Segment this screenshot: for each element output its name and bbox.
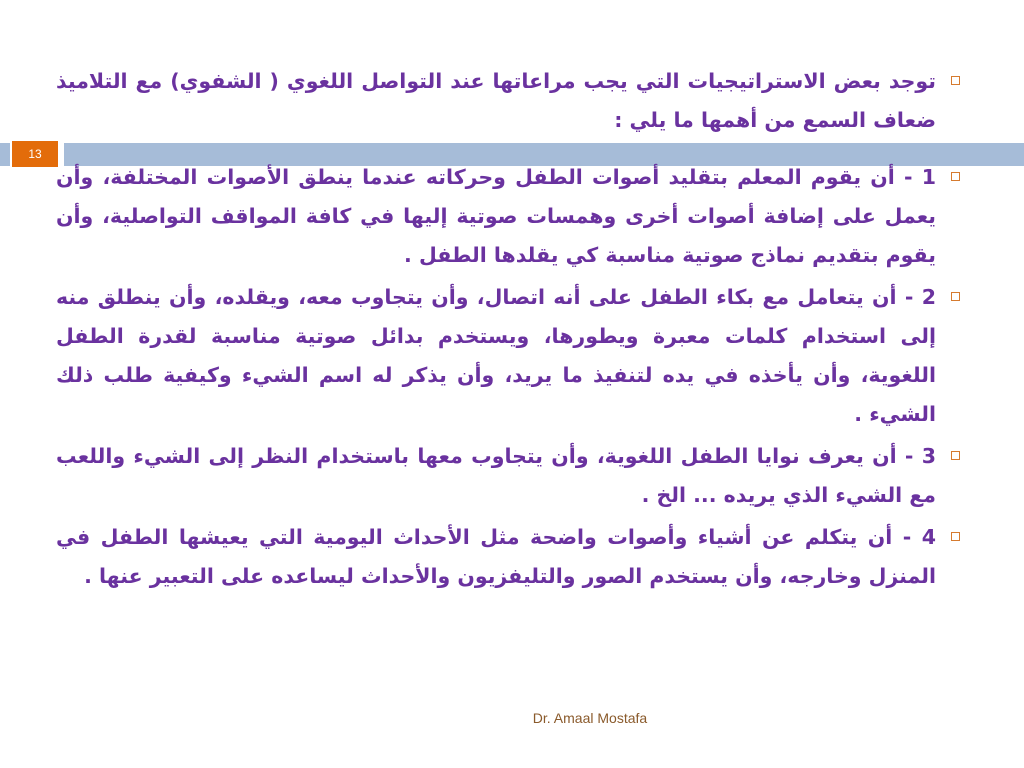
bullet-text: 3 - أن يعرف نوايا الطفل اللغوية، وأن يتجاوب معها باستخدام النظر إلى الشيء واللعب مع الشيء الذي يريده ... الخ . xyxy=(56,444,936,507)
bullet-strategy-2 xyxy=(56,278,938,434)
bullet-strategy-1 xyxy=(56,158,938,275)
square-bullet-icon xyxy=(951,292,960,301)
bullet-text: 4 - أن يتكلم عن أشياء وأصوات واضحة مثل الأحداث اليومية التي يعيشها الطفل في المنزل وخارجه، وأن يستخدم الصور والتليفزيون والأحداث ليساعده على التعبير عنها . xyxy=(56,525,936,588)
bullet-strategy-3 xyxy=(56,437,938,515)
square-bullet-icon xyxy=(951,451,960,460)
bullet-strategy-4 xyxy=(56,518,938,596)
bullet-text: 2 - أن يتعامل مع بكاء الطفل على أنه اتصال، وأن يتجاوب معه، ويقلده، وأن ينطلق منه إلى استخدام كلمات معبرة ويطورها، ويستخدم بدائل صوتية مناسبة لقدرة الطفل اللغوية، وأن يأخذه في يده لتنفيذ ما يريد، وأن يذكر له اسم الشيء وكيفية طلب ذلك الشيء . xyxy=(56,285,936,426)
footer-author: Dr. Amaal Mostafa xyxy=(532,710,648,726)
bullet-text: توجد بعض الاستراتيجيات التي يجب مراعاتها عند التواصل اللغوي ( الشفوي) مع التلاميذ ضعاف السمع من أهمها ما يلي : xyxy=(56,69,936,132)
header-band-left xyxy=(0,143,10,166)
square-bullet-icon xyxy=(951,532,960,541)
square-bullet-icon xyxy=(951,76,960,85)
square-bullet-icon xyxy=(951,172,960,181)
bullet-list xyxy=(56,62,938,599)
page-number: 13 xyxy=(10,139,60,169)
bullet-intro xyxy=(56,62,938,140)
bullet-text: 1 - أن يقوم المعلم بتقليد أصوات الطفل وحركاته عندما ينطق الأصوات المختلفة، وأن يعمل على إضافة أصوات أخرى وهمسات صوتية إليها في كافة المواقف التواصلية، وأن يقوم بتقديم نماذج صوتية مناسبة كي يقلدها الطفل . xyxy=(56,165,936,267)
